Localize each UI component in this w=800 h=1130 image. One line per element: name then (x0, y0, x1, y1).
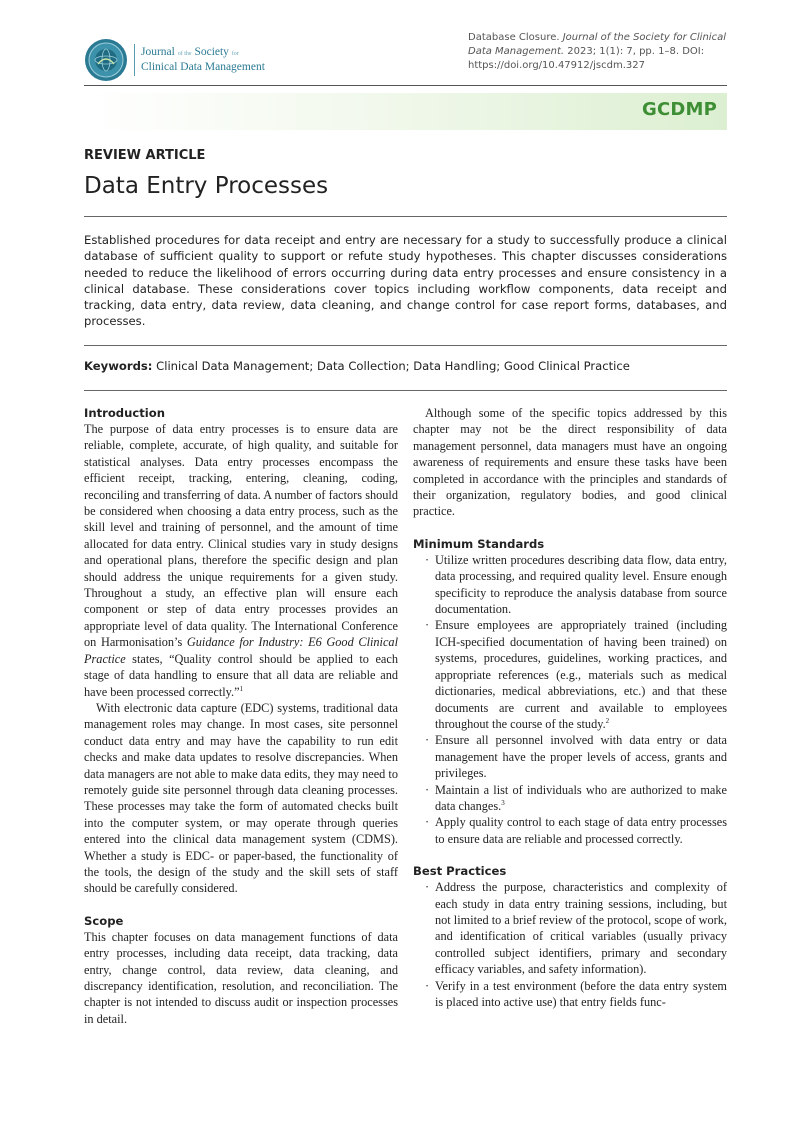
section-label: GCDMP (641, 99, 717, 120)
header-divider (84, 85, 727, 86)
title-divider (84, 216, 727, 217)
keywords-divider (84, 390, 727, 391)
right-paragraph-1: Although some of the specific topics addressed by this chapter may not be the direct responsibility of data management personnel, data managers must have an ongoing awareness of requirements and ensure these tasks have been completed in accordance with the principles and standards of their organization, regulatory bodies, and good clinical practice. (413, 406, 727, 519)
list-item: · Utilize written procedures describing data flow, data entry, data processing, and required quality level. Ensure enough specificity to reproduce the analysis database from source documentation. (413, 552, 727, 618)
scope-paragraph: This chapter focuses on data management functions of data entry processes, including data receipt, data tracking, data entry, change control, data review, data cleaning, and discrepancy identification, resolution, and reconciliation. The chapter is not intended to discuss audit or inspection processes in detail. (84, 929, 398, 1026)
abstract-divider (84, 345, 727, 346)
introduction-paragraph-1: The purpose of data entry processes is to ensure data are reliable, complete, accurate, of high quality, and suitable for statistical analyses. Data entry processes encompass the efficient receipt, tracking, entering, cleaning, coding, reconciling and transferring of data. A number of factors should be considered when choosing a data entry process, such as the skill level and training of personnel, and the amount of time allocated for data entry. Clinical studies vary in study designs and operational plans, therefore the specific design and plan should address the unique requirements for a given study. Throughout a study, an effective plan will ensure each component or step of data entry processes provides an appropriate level of data quality. The International Conference on Harmonisation’s Guidance for Industry: E6 Good Clinical Practice states, “Quality control should be applied to each stage of data handling to ensure that all data are reliable and have been processed correctly.”$^1$ (84, 422, 398, 699)
citation-details: 2023; 1(1): 7, pp. 1–8. DOI: (567, 46, 705, 57)
keywords-text: Clinical Data Management; Data Collection; Data Handling; Good Clinical Practice (156, 359, 630, 373)
right-column (413, 405, 727, 1010)
keywords (84, 358, 727, 374)
minimum-standards-heading: Minimum Standards (413, 536, 545, 551)
journal-logo (84, 38, 284, 82)
abstract: Established procedures for data receipt and entry are necessary for a study to successfully produce a clinical database of sufficient quality to support or refute study hypotheses. This chapter discusses considerations needed to reduce the likelihood of errors occurring during data entry processes and ensure consistency in a clinical database. These considerations cover topics including workflow components, data receipt and tracking, data entry, data review, data cleaning, and change control for case report forms, databases, and processes. (84, 233, 727, 329)
minimum-standards-list (413, 552, 727, 847)
keywords-label: Keywords: (84, 359, 153, 373)
scope-heading: Scope (84, 913, 124, 928)
citation-prefix: Database Closure. (468, 32, 560, 43)
list-item: · Verify in a test environment (before the data entry system is placed into active use) that entry fields func- (413, 978, 727, 1011)
best-practices-list (413, 879, 727, 1010)
list-item: · Maintain a list of individuals who are authorized to make data changes.$^3$ (413, 782, 727, 815)
article-type: REVIEW ARTICLE (84, 148, 206, 163)
logo-divider (134, 44, 135, 76)
journal-seal-icon (84, 38, 128, 82)
introduction-heading: Introduction (84, 406, 165, 420)
citation-journal: Journal of the Society for Clinical Data Management. (468, 32, 726, 57)
list-item: · Address the purpose, characteristics and complexity of each study in data entry training sessions, including, but not limited to a brief review of the protocol, scope of work, and identification of critical variables (usually privacy controlled subject identifiers, primary and secondary efficacy variables, and safety information). (413, 879, 727, 977)
best-practices-heading: Best Practices (413, 864, 507, 879)
journal-name: Journal of the Society for Clinical Data Management (141, 46, 265, 73)
list-item: · Apply quality control to each stage of data entry processes to ensure data are reliable and processed correctly. (413, 814, 727, 847)
citation (468, 31, 738, 73)
article-title: Data Entry Processes (84, 173, 329, 199)
citation-doi-link[interactable]: https://doi.org/10.47912/jscdm.327 (468, 60, 645, 71)
list-item: · Ensure all personnel involved with data entry or data management have the proper levels of access, grants and privileges. (413, 732, 727, 781)
left-column (84, 405, 398, 1027)
list-item: · Ensure employees are appropriately trained (including ICH-specified documentation of having been trained) on systems, procedures, guidelines, working practices, and appropriate references (e.g., materials such as medical dictionaries, medical abbreviations, etc.) and that these documents are current and available to employees throughout the course of the study.$^2$ (413, 617, 727, 732)
section-band (84, 93, 727, 130)
introduction-paragraph-2: With electronic data capture (EDC) systems, traditional data management roles may change. In most cases, site personnel conduct data entry and may have the capability to run edit checks and make data updates to resolve discrepancies. When data managers are not able to make data edits, they may need to remotely guide site personnel through data cleaning processes. These processes may take the form of automated checks built into the computer system, or may operate through queries entered into the clinical data management system (CDMS). Whether a study is EDC- or paper-based, the functionality of the tools, the design of the study and the skill sets of staff should be carefully considered. (84, 700, 398, 896)
